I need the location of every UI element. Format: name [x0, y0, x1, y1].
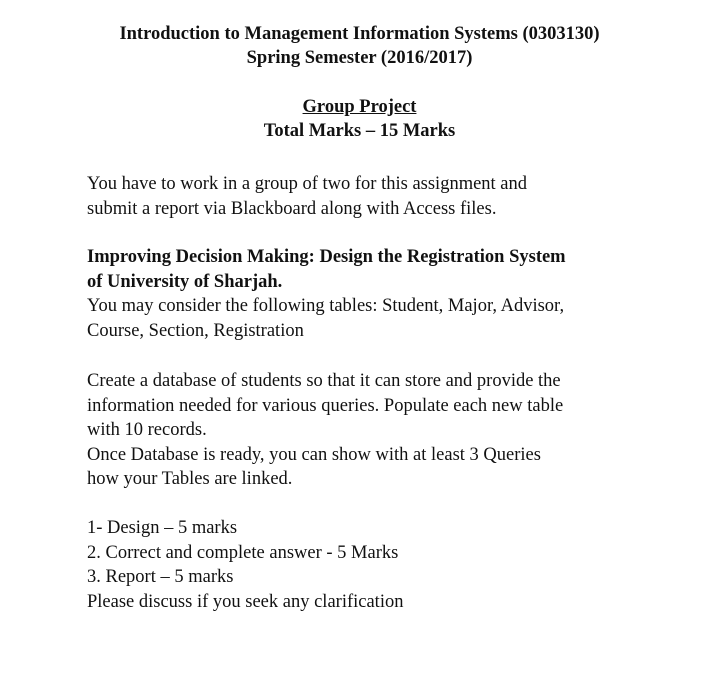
tables-line: You may consider the following tables: Student, Major, Advisor, — [87, 296, 565, 316]
task-heading-line: Improving Decision Making: Design the Registration System — [87, 247, 566, 267]
marks-list — [87, 516, 687, 614]
task-section — [87, 245, 687, 343]
marks-item: 1- Design – 5 marks — [87, 518, 238, 538]
course-header — [0, 22, 719, 70]
instruction-line: Create a database of students so that it can store and provide the — [87, 371, 561, 391]
semester-label: Spring Semester (2016/2017) — [246, 48, 473, 68]
instruction-line: with 10 records. — [87, 420, 207, 440]
marks-item: 2. Correct and complete answer - 5 Marks — [87, 542, 399, 563]
instruction-line: how your Tables are linked. — [87, 469, 293, 489]
intro-line: You have to work in a group of two for this assignment and — [87, 174, 528, 194]
marks-item: 3. Report – 5 marks — [87, 567, 234, 587]
project-header — [0, 95, 719, 143]
intro-line: submit a report via Blackboard along with Access files. — [87, 198, 497, 219]
intro-paragraph — [87, 172, 687, 221]
project-title: Group Project — [302, 97, 417, 117]
task-heading-line: of University of Sharjah. — [87, 271, 283, 292]
course-title: Introduction to Management Information Systems (0303130) — [119, 24, 600, 44]
total-marks: Total Marks – 15 Marks — [263, 121, 456, 141]
instruction-line: information needed for various queries. Populate each new table — [87, 395, 564, 416]
tables-line: Course, Section, Registration — [87, 320, 304, 341]
clarification-note: Please discuss if you seek any clarification — [87, 591, 404, 612]
instruction-line: Once Database is ready, you can show with at least 3 Queries — [87, 444, 541, 465]
instructions-paragraph — [87, 369, 687, 492]
